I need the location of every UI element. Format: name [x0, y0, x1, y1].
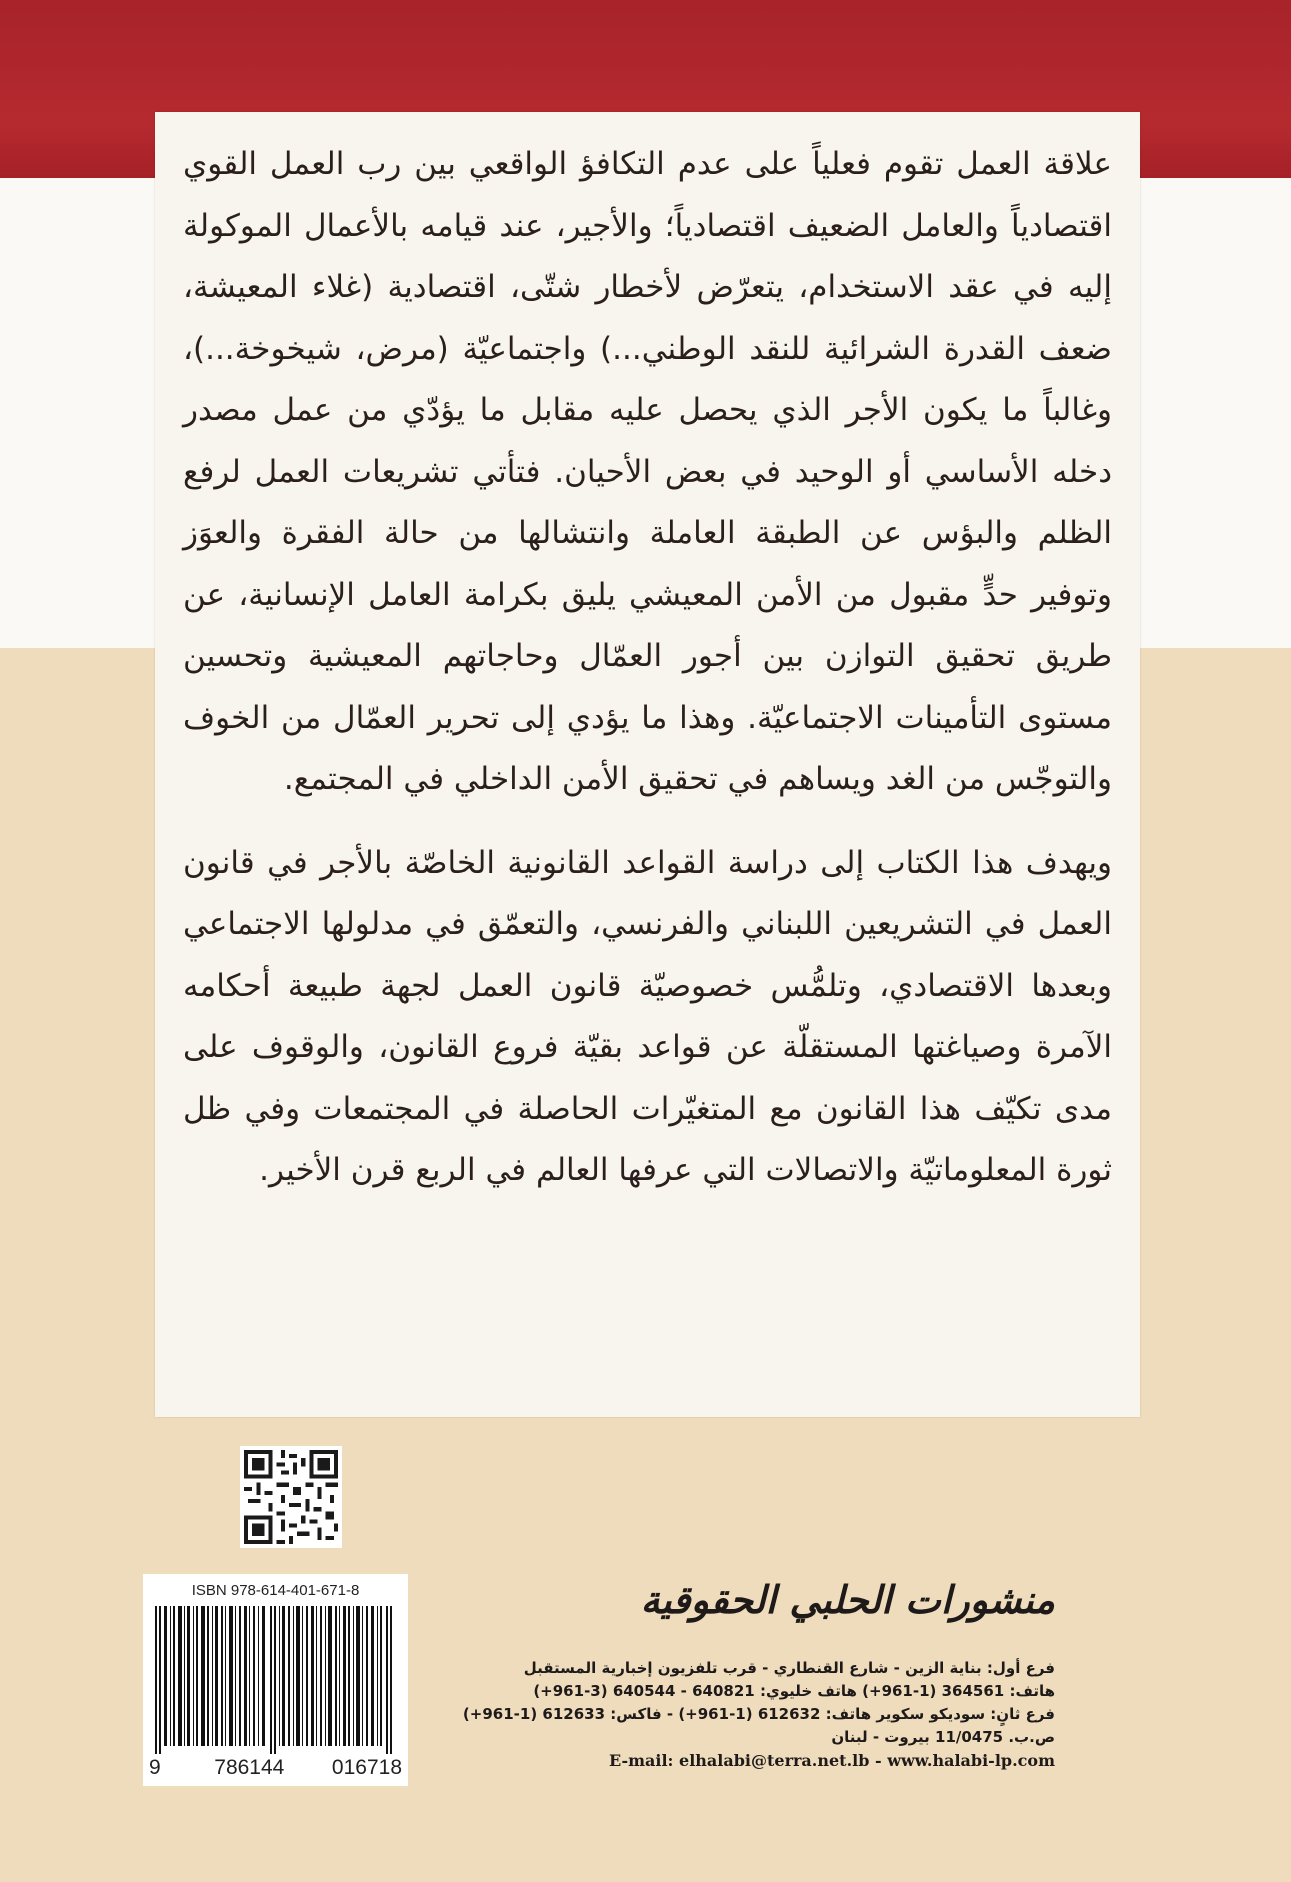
isbn-digits: [143, 1756, 408, 1780]
po-box: ص.ب. 11/0475 بيروت - لبنان: [831, 1728, 1055, 1746]
qr-code-graphic: [240, 1446, 342, 1548]
paragraph-1: علاقة العمل تقوم فعلياً على عدم التكافؤ الواقعي بين رب العمل القوي اقتصادياً والعامل الضعيف اقتصادياً؛ والأجير، عند قيامه بالأعمال الموكولة إليه في عقد الاستخدام، يتعرّض لأخطار شتّى، اقتصادية (غلاء المعيشة، ضعف القدرة الشرائية للنقد الوطني...) واجتماعيّة (مرض، شيخوخة...)، وغالباً ما يكون الأجر الذي يحصل عليه مقابل ما يؤدّي من عمل مصدر دخله الأساسي أو الوحيد في بعض الأحيان. فتأتي تشريعات العمل لرفع الظلم والبؤس عن الطبقة العاملة وانتشالها من حالة الفقرة والعوَز وتوفير حدٍّ مقبول من الأمن المعيشي يليق بكرامة العامل الإنسانية، عن طريق تحقيق التوازن بين أجور العمّال وحاجاتهم المعيشية وتحسين مستوى التأمينات الاجتماعيّة. وهذا ما يؤدي إلى تحرير العمّال من الخوف والتوجّس من الغد ويساهم في تحقيق الأمن الداخلي في المجتمع.: [183, 146, 1112, 797]
branch-1-address: فرع أول: بناية الزين - شارع القنطاري - قرب تلفزيون إخبارية المستقبل: [523, 1659, 1055, 1677]
branch-2-info: فرع ثانٍ: سوديكو سكوير هاتف: 612632 (1-961+) - فاكس: 612633 (1-961+): [462, 1705, 1055, 1723]
branch-1-phones: هاتف: 364561 (1-961+) هاتف خليوي: 640821 - 640544 (3-961+): [533, 1682, 1055, 1700]
qr-code: [240, 1446, 342, 1548]
isbn-digit-first: 9: [149, 1756, 161, 1779]
email-website: E-mail: elhalabi@terra.net.lb - www.halabi-lp.com: [608, 1751, 1055, 1770]
isbn-barcode: [143, 1574, 408, 1786]
barcode-bars: [151, 1606, 400, 1754]
text-panel: [155, 112, 1140, 1417]
isbn-digit-group-1: 786144: [214, 1756, 285, 1779]
publisher-contact-info: [462, 1657, 1055, 1772]
isbn-digit-group-2: 016718: [331, 1756, 402, 1779]
paragraph-2: ويهدف هذا الكتاب إلى دراسة القواعد القانونية الخاصّة بالأجر في قانون العمل في التشريعين اللبناني والفرنسي، والتعمّق في مدلولها الاجتماعي وبعدها الاقتصادي، وتلمُّس خصوصيّة قانون العمل لجهة طبيعة أحكامه الآمرة وصياغتها المستقلّة عن قواعد بقيّة فروع القانون، والوقوف على مدى تكيّف هذا القانون مع المتغيّرات الحاصلة في المجتمعات وفي ظل ثورة المعلوماتيّة والاتصالات التي عرفها العالم في الربع قرن الأخير.: [183, 844, 1112, 1188]
isbn-label: ISBN 978-614-401-671-8: [191, 1582, 360, 1599]
blurb-text: [183, 134, 1112, 1202]
publisher-logo-text: منشورات الحلبي الحقوقية: [640, 1577, 1055, 1622]
